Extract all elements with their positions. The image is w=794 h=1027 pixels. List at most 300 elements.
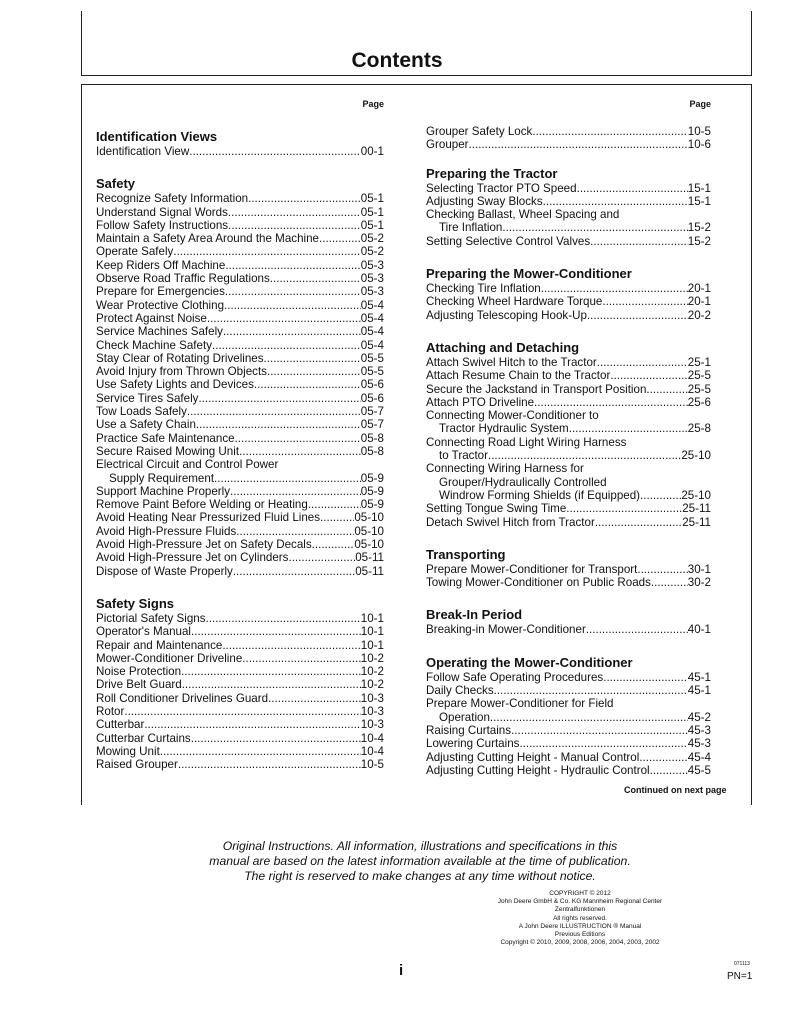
- toc-entry-page: 15-1: [687, 181, 711, 195]
- toc-entry-label: Attach PTO Driveline: [426, 395, 535, 409]
- toc-section: [426, 589, 711, 636]
- toc-entry-label: Avoid High-Pressure Jet on Safety Decals: [96, 538, 312, 552]
- toc-entry-page: 05-4: [360, 298, 384, 312]
- toc-entry-page: 25-6: [687, 395, 711, 409]
- toc-entry-label: Avoid Heating Near Pressurized Fluid Lines: [96, 511, 321, 525]
- dot-leader: [233, 565, 355, 578]
- dot-leader: [225, 259, 360, 272]
- copyright-line: Previous Editions: [554, 931, 606, 939]
- toc-entry-page: 45-4: [687, 750, 711, 764]
- toc-entry-label: Operate Safely: [96, 245, 174, 259]
- toc-entry-page: 45-3: [687, 723, 711, 737]
- toc-entry-label: Rotor: [96, 704, 125, 718]
- toc-entry-label: Attach Swivel Hitch to the Tractor: [426, 355, 597, 369]
- dot-leader: [267, 365, 361, 378]
- pn-label: PN=1: [727, 971, 753, 982]
- dot-leader: [225, 285, 361, 298]
- toc-entry[interactable]: [426, 684, 711, 697]
- toc-entry-page: 25-5: [687, 382, 711, 396]
- dot-leader: [577, 182, 688, 195]
- toc-entry[interactable]: [426, 138, 711, 151]
- toc-section: [426, 152, 711, 248]
- dot-leader: [268, 692, 361, 705]
- toc-entry-page: 05-4: [360, 311, 384, 325]
- toc-entry-label: Grouper: [426, 138, 469, 152]
- toc-entry[interactable]: [96, 665, 384, 678]
- toc-entry[interactable]: [426, 195, 711, 208]
- toc-entry[interactable]: [96, 485, 384, 498]
- toc-entry-label: Maintain a Safety Area Around the Machine: [96, 232, 319, 246]
- toc-entry-page: 05-10: [354, 524, 384, 538]
- section-title[interactable]: Transporting: [426, 546, 506, 562]
- toc-entry-label: Attach Resume Chain to the Tractor: [426, 369, 611, 383]
- dot-leader: [541, 282, 688, 295]
- toc-entry[interactable]: [426, 208, 711, 221]
- toc-entry[interactable]: [426, 502, 711, 515]
- toc-entry[interactable]: [426, 409, 711, 422]
- toc-section: [96, 129, 384, 158]
- toc-entry-page: 10-4: [360, 744, 384, 758]
- toc-section: [426, 529, 711, 590]
- toc-entry-page: 05-1: [360, 205, 384, 219]
- dot-leader: [640, 489, 681, 502]
- toc-entry-page: 05-3: [360, 258, 384, 272]
- toc-entry-page: 25-10: [681, 449, 711, 463]
- toc-entry-label: Prepare Mower-Conditioner for Transport: [426, 562, 638, 576]
- section-title[interactable]: Preparing the Mower-Conditioner: [426, 266, 632, 282]
- toc-entry-label: Noise Protection: [96, 665, 182, 679]
- toc-entry-page: 00-1: [360, 145, 384, 158]
- toc-entry-page: 10-4: [360, 731, 384, 745]
- toc-entry-label: Connecting Road Light Wiring Harness: [426, 435, 627, 449]
- section-title[interactable]: Break-In Period: [426, 607, 523, 623]
- toc-entry[interactable]: [96, 705, 384, 718]
- toc-entry[interactable]: [96, 325, 384, 338]
- dot-leader: [586, 623, 688, 636]
- dot-leader: [144, 718, 360, 731]
- toc-section: [426, 637, 711, 777]
- toc-entry-page: 25-11: [682, 515, 711, 529]
- toc-entry-label: Protect Against Noise: [96, 311, 207, 325]
- toc-entry-label: Breaking-in Mower-Conditioner: [426, 623, 586, 637]
- toc-entry[interactable]: [96, 339, 384, 352]
- dot-leader: [519, 737, 687, 750]
- toc-entry[interactable]: [96, 445, 384, 458]
- toc-entry-label: Follow Safe Operating Procedures: [426, 670, 604, 684]
- dot-leader: [254, 378, 361, 391]
- dot-leader: [312, 538, 355, 551]
- dot-leader: [532, 125, 687, 138]
- toc-entry-label: Practice Safe Maintenance: [96, 431, 235, 445]
- toc-entry-page: 25-10: [681, 488, 711, 502]
- toc-entry[interactable]: [426, 563, 711, 576]
- toc-entry[interactable]: [96, 378, 384, 391]
- dot-leader: [191, 732, 361, 745]
- toc-section: [426, 248, 711, 322]
- toc-entry-label: Mower-Conditioner Driveline: [96, 651, 243, 665]
- toc-entry[interactable]: [426, 125, 711, 138]
- toc-entry[interactable]: [96, 245, 384, 258]
- toc-entry-label: Raising Curtains: [426, 723, 512, 737]
- section-title[interactable]: Safety Signs: [96, 595, 175, 611]
- section-title[interactable]: Preparing the Tractor: [426, 165, 558, 181]
- toc-entry[interactable]: [96, 639, 384, 652]
- dot-leader: [595, 516, 682, 529]
- dot-leader: [181, 665, 361, 678]
- toc-entry[interactable]: [96, 418, 384, 431]
- toc-entry-page: 10-5: [360, 758, 384, 772]
- toc-entry-page: 40-1: [687, 623, 711, 637]
- toc-entry-page: 25-5: [687, 369, 711, 383]
- toc-entry-label: Checking Tire Inflation: [426, 282, 541, 296]
- toc-entry[interactable]: [96, 259, 384, 272]
- toc-entry[interactable]: [426, 422, 711, 435]
- dot-leader: [160, 745, 361, 758]
- toc-entry-page: 05-8: [360, 431, 384, 445]
- section-title[interactable]: Identification Views: [96, 129, 218, 144]
- toc-entry-label: Drive Belt Guard: [96, 678, 182, 692]
- toc-entry-label: Towing Mower-Conditioner on Public Roads: [426, 576, 651, 590]
- toc-entry-label: Tow Loads Safely: [96, 405, 187, 419]
- toc-entry[interactable]: [96, 365, 384, 378]
- toc-entry[interactable]: [426, 396, 711, 409]
- toc-entry-page: 10-6: [687, 138, 711, 152]
- toc-entry[interactable]: [426, 436, 711, 449]
- dot-leader: [469, 138, 688, 151]
- copyright-line: All rights reserved.: [553, 914, 607, 922]
- copyright-line: COPYRIGHT © 2012: [549, 890, 611, 897]
- section-title[interactable]: Attaching and Detaching: [426, 339, 580, 355]
- toc-entry-label: Use a Safety Chain: [96, 418, 196, 432]
- toc-entry-page: 15-1: [687, 194, 711, 208]
- disclaimer: [140, 839, 700, 884]
- toc-entry-label: Connecting Mower-Conditioner to: [426, 409, 599, 423]
- section-title[interactable]: Operating the Mower-Conditioner: [426, 654, 633, 670]
- toc-entry-page: 45-2: [687, 710, 711, 724]
- toc-entry-page: 15-2: [687, 221, 711, 235]
- toc-entry[interactable]: [426, 764, 711, 777]
- dot-leader: [590, 235, 688, 248]
- toc-entry[interactable]: [96, 745, 384, 758]
- toc-entry-label: Detach Swivel Hitch from Tractor: [426, 515, 595, 529]
- dot-leader: [235, 432, 361, 445]
- toc-section: [96, 578, 384, 772]
- dot-leader: [490, 711, 688, 724]
- toc-entry-label: Electrical Circuit and Control Power: [96, 458, 279, 472]
- toc-entry-label: Tire Inflation: [439, 221, 503, 235]
- dot-leader: [248, 192, 361, 205]
- toc-entry-label: Service Tires Safely: [96, 391, 199, 405]
- dot-leader: [264, 352, 361, 365]
- toc-entry-label: Checking Wheel Hardware Torque: [426, 295, 603, 309]
- copyright-line: A John Deere ILLUSTRUCTION ® Manual: [518, 922, 642, 930]
- toc-entry-label: Adjusting Telescoping Hook-Up: [426, 308, 587, 322]
- toc-entry[interactable]: [96, 285, 384, 298]
- toc-entry[interactable]: [426, 489, 711, 502]
- toc-entry[interactable]: [96, 525, 384, 538]
- toc-entry-page: 05-5: [360, 365, 384, 379]
- toc-entry-label: Windrow Forming Shields (if Equipped): [439, 488, 641, 502]
- toc-entry-label: Avoid High-Pressure Fluids: [96, 524, 237, 538]
- toc-entry-label: Observe Road Traffic Regulations: [96, 272, 270, 286]
- toc-entry-page: 45-3: [687, 737, 711, 751]
- toc-entry-label: Pictorial Safety Signs: [96, 611, 206, 625]
- toc-entry-label: Secure the Jackstand in Transport Position: [426, 382, 647, 396]
- dot-leader: [319, 232, 361, 245]
- dot-leader: [639, 751, 687, 764]
- toc-entry-label: Identification View: [96, 145, 190, 158]
- toc-entry-page: 05-3: [360, 272, 384, 286]
- toc-entry-label: Lowering Curtains: [426, 737, 520, 751]
- toc-entry-label: Setting Tongue Swing Time: [426, 502, 567, 516]
- toc-entry[interactable]: [426, 182, 711, 195]
- toc-entry-label: Keep Riders Off Machine: [96, 258, 226, 272]
- toc-entry[interactable]: [96, 652, 384, 665]
- toc-entry-label: Understand Signal Words: [96, 205, 228, 219]
- dot-leader: [228, 219, 361, 232]
- dot-leader: [206, 612, 361, 625]
- toc-entry[interactable]: [426, 697, 711, 710]
- toc-entry[interactable]: [96, 625, 384, 638]
- toc-entry-page: 45-1: [687, 684, 711, 698]
- dot-leader: [173, 245, 360, 258]
- dot-leader: [488, 449, 681, 462]
- toc-entry-page: 05-11: [355, 551, 384, 565]
- toc-entry-page: 30-2: [687, 576, 711, 590]
- toc-entry-page: 15-2: [687, 234, 711, 248]
- toc-entry-label: Wear Protective Clothing: [96, 298, 225, 312]
- toc-entry[interactable]: [96, 678, 384, 691]
- toc-entry[interactable]: [96, 511, 384, 524]
- toc-entry-label: Adjusting Sway Blocks: [426, 194, 543, 208]
- toc-entry-page: 45-5: [687, 763, 711, 777]
- toc-entry-label: Recognize Safety Information: [96, 192, 249, 206]
- doc-code: 071113: [734, 961, 750, 967]
- toc-entry-page: 25-1: [687, 355, 711, 369]
- toc-entry-label: Mowing Unit: [96, 744, 160, 758]
- dot-leader: [502, 221, 687, 234]
- toc-entry-label: Secure Raised Mowing Unit: [96, 444, 240, 458]
- toc-entry-page: 05-9: [360, 484, 384, 498]
- dot-leader: [587, 309, 688, 322]
- toc-entry-page: 10-1: [360, 625, 384, 639]
- toc-entry-label: Check Machine Safety: [96, 338, 212, 352]
- toc-entry-page: 05-10: [354, 538, 384, 552]
- toc-section: [426, 322, 711, 529]
- dot-leader: [511, 724, 688, 737]
- toc-entry[interactable]: [96, 145, 384, 158]
- dot-leader: [494, 684, 688, 697]
- toc-entry-page: 10-2: [360, 678, 384, 692]
- toc-entry-label: Adjusting Cutting Height - Hydraulic Control: [426, 763, 650, 777]
- right-sections: [426, 152, 711, 778]
- toc-entry-page: 05-4: [360, 338, 384, 352]
- toc-entry[interactable]: [426, 623, 711, 636]
- toc-entry-page: 25-11: [682, 502, 711, 516]
- disclaimer-line: manual are based on the latest information available at the time of publication.: [209, 854, 631, 868]
- toc-entry[interactable]: [96, 352, 384, 365]
- toc-entry[interactable]: [426, 295, 711, 308]
- toc-entry-page: 05-6: [360, 391, 384, 405]
- toc-entry[interactable]: [426, 462, 711, 475]
- toc-entry[interactable]: [96, 206, 384, 219]
- toc-entry-label: Cutterbar: [96, 718, 145, 732]
- toc-entry[interactable]: [96, 232, 384, 245]
- toc-entry-label: Service Machines Safely: [96, 325, 223, 339]
- toc-entry[interactable]: [96, 718, 384, 731]
- toc-entry-page: 05-5: [360, 351, 384, 365]
- toc-entry[interactable]: [96, 405, 384, 418]
- continued-note: Continued on next page: [624, 785, 727, 795]
- toc-entry-label: Selecting Tractor PTO Speed: [426, 181, 577, 195]
- toc-entry-label: Roll Conditioner Drivelines Guard: [96, 691, 269, 705]
- toc-entry-page: 05-9: [360, 498, 384, 512]
- toc-entry[interactable]: [426, 711, 711, 724]
- dot-leader: [569, 422, 688, 435]
- page-title: Contents: [351, 49, 443, 72]
- toc-entry-page: 45-1: [687, 670, 711, 684]
- toc-entry-label: Support Machine Properly: [96, 484, 231, 498]
- toc-entry-label: Prepare for Emergencies: [96, 285, 225, 299]
- toc-entry-page: 05-10: [354, 511, 384, 525]
- toc-entry[interactable]: [96, 312, 384, 325]
- toc-entry-label: Raised Grouper: [96, 758, 178, 772]
- toc-entry[interactable]: [426, 356, 711, 369]
- dot-leader: [178, 758, 361, 771]
- dot-leader: [124, 705, 360, 718]
- dot-leader: [214, 472, 361, 485]
- dot-leader: [236, 525, 354, 538]
- toc-entry-label: Grouper Safety Lock: [426, 125, 533, 138]
- copyright-block: [470, 890, 690, 947]
- toc-entry-label: Operator's Manual: [96, 625, 192, 639]
- dot-leader: [196, 418, 361, 431]
- dot-leader: [207, 312, 361, 325]
- toc-entry[interactable]: [426, 449, 711, 462]
- toc-entry[interactable]: [426, 576, 711, 589]
- toc-entry[interactable]: [96, 498, 384, 511]
- dot-leader: [637, 563, 687, 576]
- dot-leader: [223, 325, 361, 338]
- dot-leader: [650, 764, 688, 777]
- toc-entry[interactable]: [96, 272, 384, 285]
- dot-leader: [182, 678, 361, 691]
- toc-entry-label: Dispose of Waste Properly: [96, 564, 233, 578]
- toc-entry[interactable]: [426, 516, 711, 529]
- dot-leader: [191, 625, 361, 638]
- dot-leader: [320, 511, 354, 524]
- toc-entry[interactable]: [426, 235, 711, 248]
- dot-leader: [228, 206, 361, 219]
- copyright-line: Copyright © 2010, 2009, 2008, 2006, 2004, 2003, 2002: [500, 939, 660, 947]
- dot-leader: [288, 551, 355, 564]
- toc-entry-page: 10-3: [360, 691, 384, 705]
- dot-leader: [602, 295, 687, 308]
- toc-entry-page: 20-1: [687, 282, 711, 296]
- toc-entry-label: Setting Selective Control Valves: [426, 234, 591, 248]
- dot-leader: [198, 392, 360, 405]
- dot-leader: [566, 502, 682, 515]
- toc-entry[interactable]: [96, 692, 384, 705]
- toc-entry-page: 05-7: [360, 418, 384, 432]
- toc-entry-label: Cutterbar Curtains: [96, 731, 191, 745]
- toc-entry[interactable]: [96, 565, 384, 578]
- toc-entry[interactable]: [426, 751, 711, 764]
- toc-entry-page: 05-6: [360, 378, 384, 392]
- toc-section: [96, 158, 384, 578]
- toc-entry[interactable]: [426, 724, 711, 737]
- toc-entry[interactable]: [96, 392, 384, 405]
- toc-entry[interactable]: [96, 472, 384, 485]
- toc-entry[interactable]: [96, 538, 384, 551]
- disclaimer-line: The right is reserved to make changes at any time without notice.: [244, 869, 596, 883]
- dot-leader: [597, 356, 688, 369]
- toc-entry-page: 10-3: [360, 704, 384, 718]
- toc-entry[interactable]: [96, 458, 384, 471]
- toc-entry-label: Prepare Mower-Conditioner for Field: [426, 697, 614, 711]
- toc-entry[interactable]: [96, 758, 384, 771]
- dot-leader: [189, 145, 361, 158]
- toc-entry-label: Avoid High-Pressure Jet on Cylinders: [96, 551, 289, 565]
- toc-entry-label: Avoid Injury from Thrown Objects: [96, 365, 267, 379]
- left-column: [96, 98, 384, 771]
- toc-entry-label: Supply Requirement: [109, 471, 215, 485]
- toc-entry-page: 10-1: [360, 611, 384, 625]
- toc-entry[interactable]: [96, 432, 384, 445]
- toc-entry-page: 10-1: [360, 638, 384, 652]
- dot-leader: [242, 652, 361, 665]
- toc-entry-label: Adjusting Cutting Height - Manual Control: [426, 750, 640, 764]
- toc-entry[interactable]: [96, 219, 384, 232]
- dot-leader: [239, 445, 361, 458]
- toc-entry-page: 05-2: [360, 232, 384, 246]
- toc-entry-label: Tractor Hydraulic System: [439, 422, 569, 436]
- toc-entry[interactable]: [426, 221, 711, 234]
- section-title[interactable]: Safety: [96, 176, 136, 192]
- copyright-line: Zentralfunktionen: [554, 906, 606, 914]
- toc-entry[interactable]: [96, 551, 384, 564]
- toc-entry[interactable]: [426, 476, 711, 489]
- toc-entry-page: 25-8: [687, 422, 711, 436]
- toc-entry[interactable]: [426, 309, 711, 322]
- toc-entry[interactable]: [426, 369, 711, 382]
- dot-leader: [270, 272, 361, 285]
- toc-entry-label: to Tractor: [439, 449, 488, 463]
- toc-entry-label: Use Safety Lights and Devices: [96, 378, 254, 392]
- toc-entry-page: 20-2: [687, 308, 711, 322]
- toc-entry[interactable]: [96, 299, 384, 312]
- toc-entry-page: 10-2: [360, 665, 384, 679]
- toc-entry[interactable]: [426, 282, 711, 295]
- page-column-header: Page: [362, 99, 384, 109]
- toc-entry[interactable]: [426, 737, 711, 750]
- page-column-header: Page: [689, 99, 711, 109]
- copyright-line: John Deere GmbH & Co. KG Mannheim Regional Center: [497, 898, 663, 906]
- toc-entry-label: Checking Ballast, Wheel Spacing and: [426, 208, 620, 222]
- toc-entry[interactable]: [426, 383, 711, 396]
- dot-leader: [543, 195, 688, 208]
- toc-entry-page: 05-9: [360, 471, 384, 485]
- toc-entry[interactable]: [426, 671, 711, 684]
- toc-entry[interactable]: [96, 192, 384, 205]
- right-column: [426, 98, 711, 777]
- toc-entry-page: 20-1: [687, 295, 711, 309]
- dot-leader: [187, 405, 361, 418]
- dot-leader: [603, 671, 688, 684]
- toc-entry-page: 30-1: [687, 562, 711, 576]
- toc-entry[interactable]: [96, 732, 384, 745]
- toc-entry[interactable]: [96, 612, 384, 625]
